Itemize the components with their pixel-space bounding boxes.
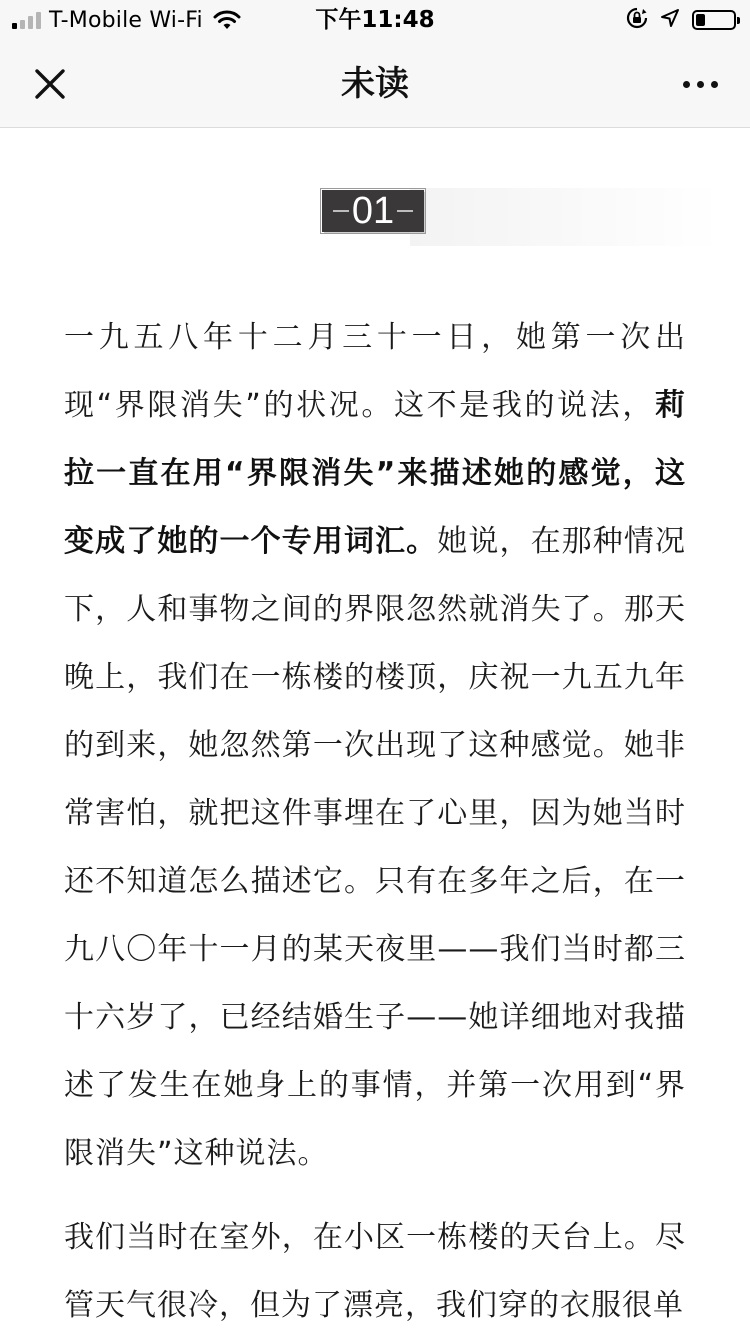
section-header — [0, 128, 750, 258]
status-right — [626, 6, 736, 34]
close-icon — [34, 68, 66, 100]
nav-bar — [0, 40, 750, 128]
status-time: 下午11:48 — [315, 7, 435, 33]
article-paragraph-2: 我们当时在室外，在小区一栋楼的天台上。尽管天气很冷，但为了漂亮，我们穿的衣服很单 — [64, 1220, 686, 1323]
paragraph-text: 她说，在那种情况下，人和事物之间的界限忽然就消失了。那天晚上，我们在一栋楼的楼顶，庆祝一九五九年的到来，她忽然第一次出现了这种感觉。她非常害怕，就把这件事埋在了心里，因为她当时还不知道怎么描述它。只有在多年之后，在一九八〇年十一月的某天夜里——我们当时都三十六岁了，已经结婚生子——她详细地对我描述了发生在她身上的事情，并第一次用到“界限消失”这种说法。 — [64, 524, 687, 1171]
more-button[interactable] — [672, 62, 728, 106]
status-bar — [0, 0, 750, 40]
battery-level — [696, 14, 705, 26]
location-arrow-icon — [660, 8, 680, 32]
article-paragraph-1 — [64, 304, 686, 1188]
section-number-badge — [322, 190, 424, 232]
section-number: 01 — [351, 190, 395, 232]
carrier-name: T-Mobile Wi-Fi — [49, 7, 203, 33]
battery-icon — [692, 10, 736, 30]
paragraph-text: 一九五八年十二月三十一日，她第一次出现“界限消失”的状况。这不是我的说法， — [64, 320, 686, 423]
paragraph-bold-text: 莉拉一直在用“界限消失”来描述她的感觉，这变成了她的一个专用词汇。 — [64, 388, 686, 559]
close-button[interactable] — [26, 62, 74, 106]
more-dots-icon — [683, 81, 690, 88]
orientation-lock-icon — [626, 7, 648, 33]
page-title: 未读 — [341, 64, 409, 104]
article-content — [0, 128, 750, 1334]
section-badge-shadow — [410, 188, 720, 246]
